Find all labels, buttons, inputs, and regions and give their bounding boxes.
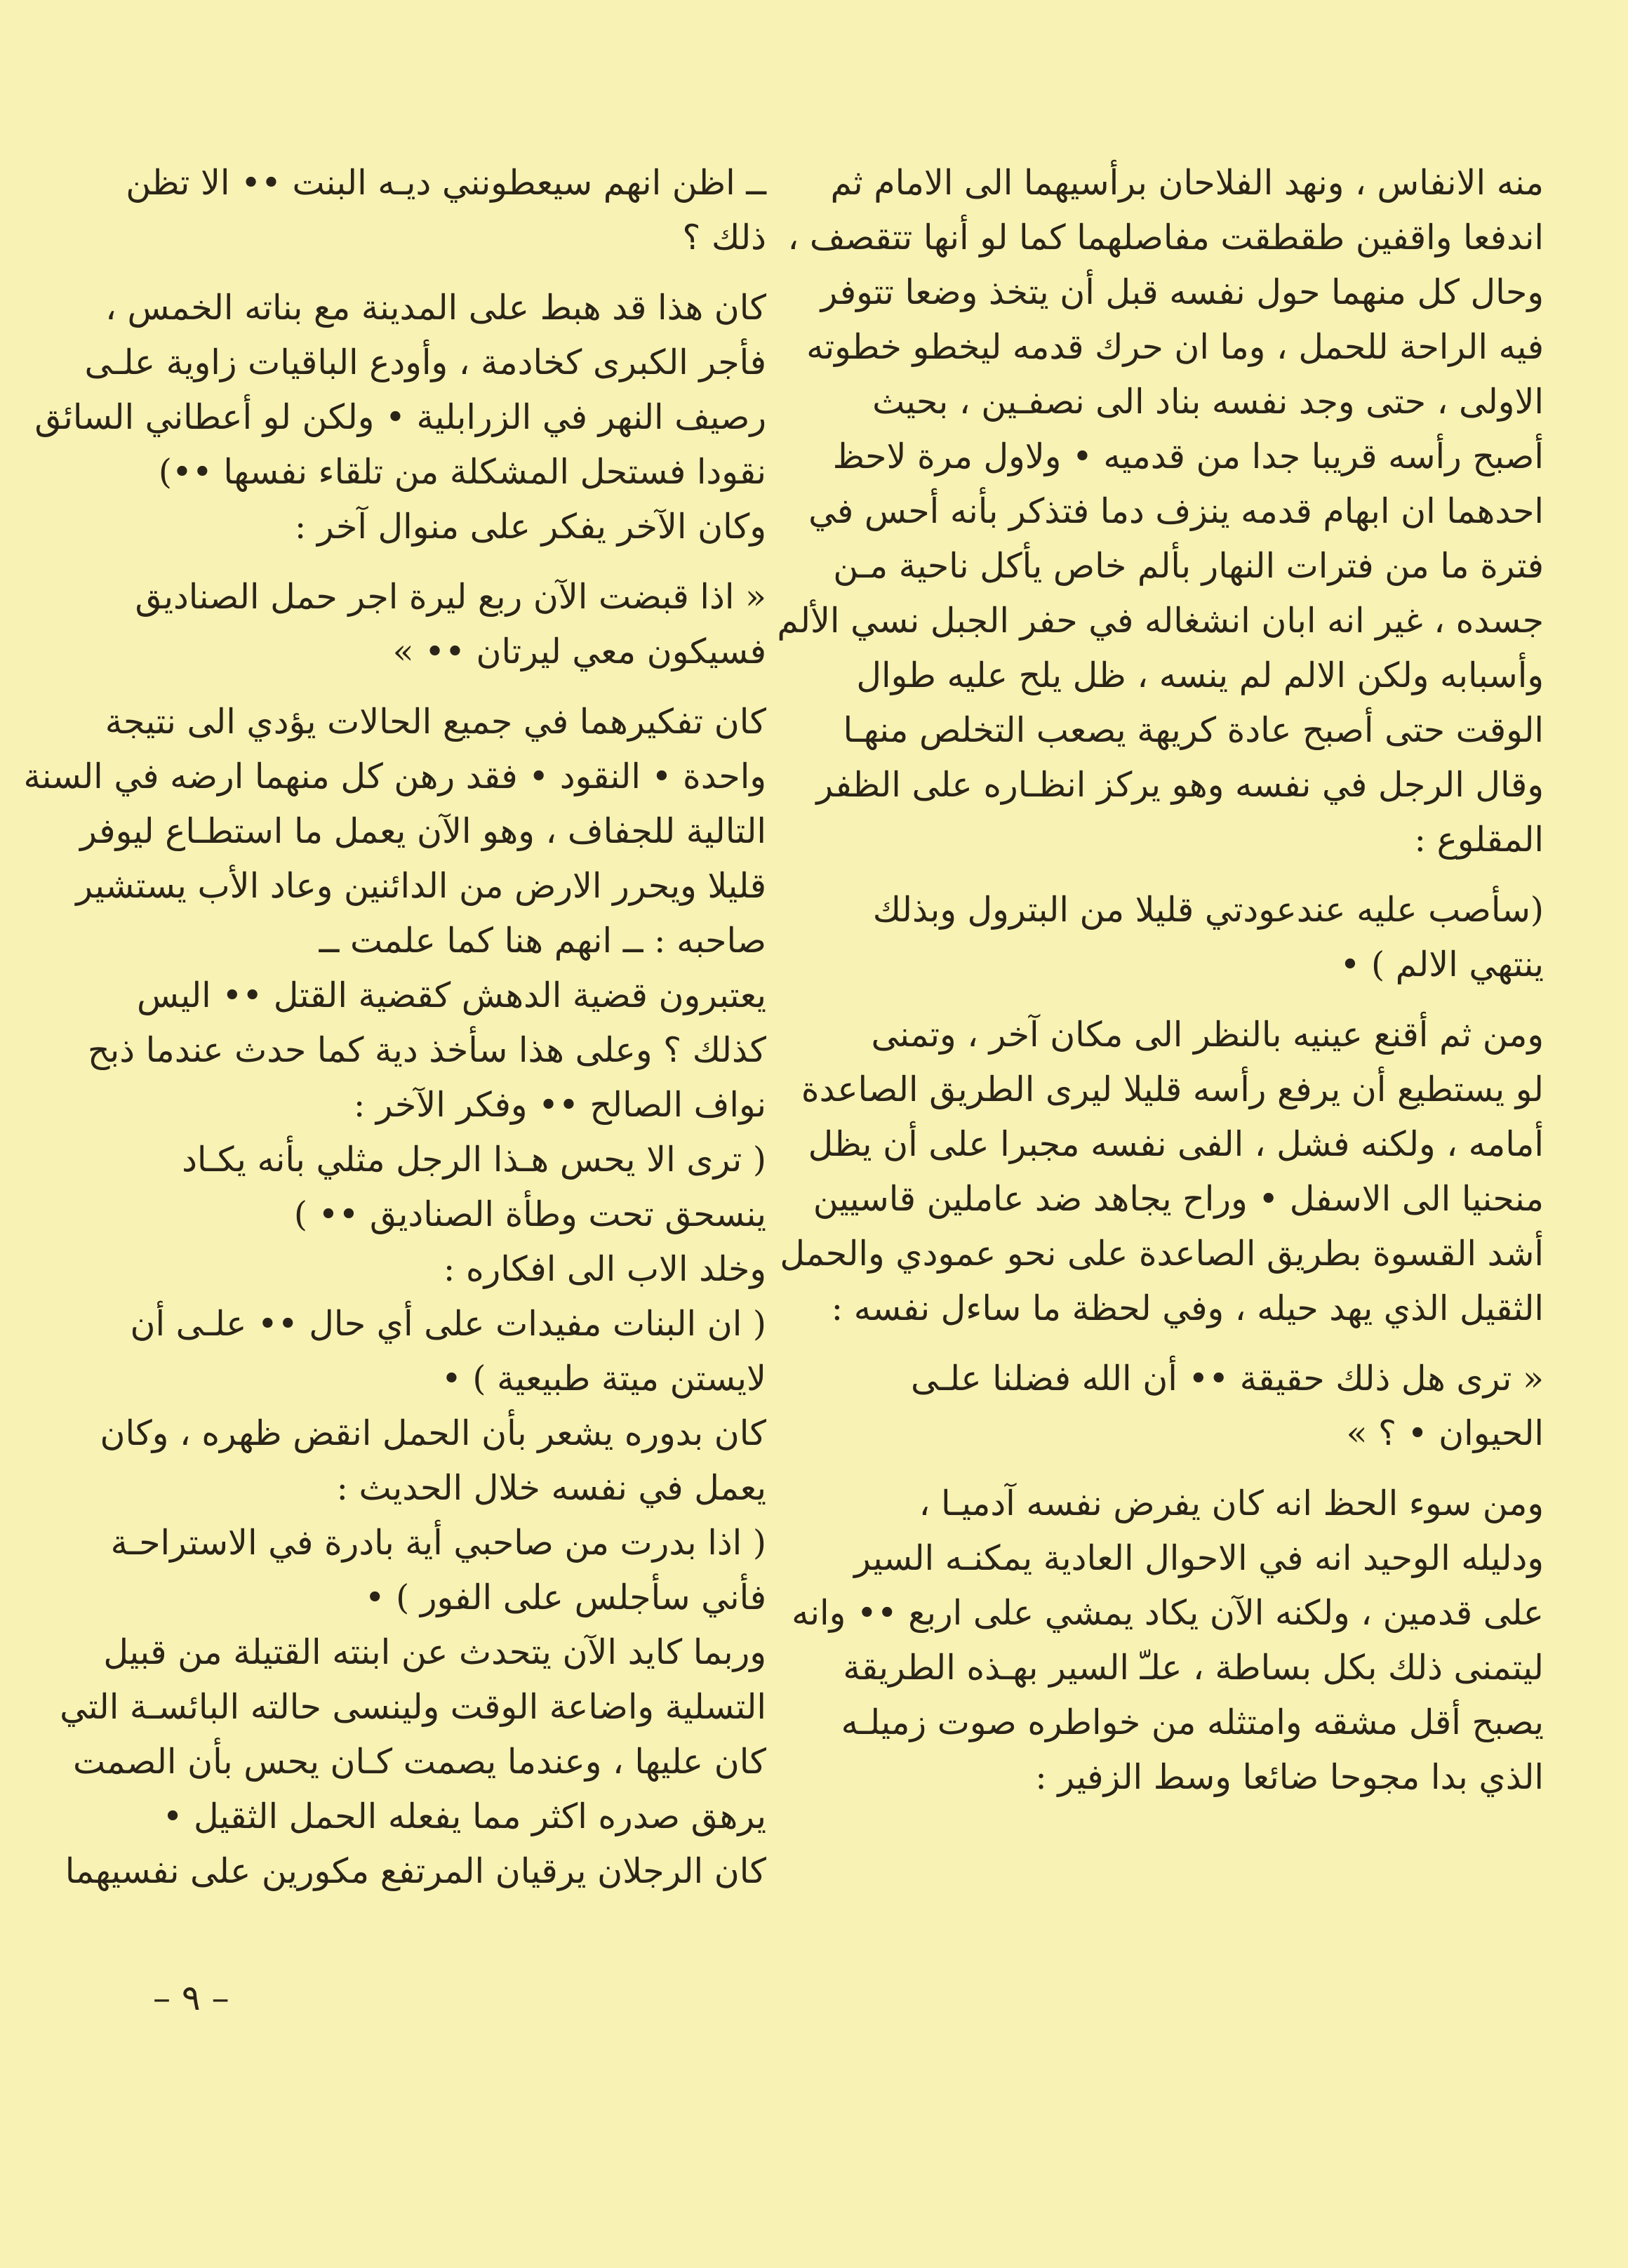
right-column-line: ليتمنى ذلك بكل بساطة ، علـّ السير بهـذه الطريقة: [843, 1648, 1544, 1688]
left-column-line: يعتبرون قضية الدهش كقضية القتل •• اليس: [136, 975, 766, 1015]
right-column-line: أمامه ، ولكنه فشل ، الفى نفسه مجبرا على أن يظل: [808, 1124, 1544, 1164]
right-column-line: جسده ، غير انه ابان انشغاله في حفر الجبل نسي الألم: [777, 601, 1544, 641]
right-column-line: (سأصب عليه عندعودتي قليلا من البترول وبذلك: [872, 890, 1544, 930]
left-column-line: رصيف النهر في الزرابلية • ولكن لو أعطاني السائق: [34, 397, 766, 437]
left-column-line: ( اذا بدرت من صاحبي أية بادرة في الاستراحـة: [110, 1523, 766, 1563]
left-column-line: كان الرجلان يرقيان المرتفع مكورين على نفسيهما: [65, 1851, 766, 1891]
left-column-line: كان بدوره يشعر بأن الحمل انقض ظهره ، وكان: [100, 1413, 766, 1453]
right-column-line: الوقت حتى أصبح عادة كريهة يصعب التخلص منهـا: [843, 710, 1544, 750]
left-column-line: نواف الصالح •• وفكر الآخر :: [353, 1085, 766, 1125]
left-column-line: كان عليها ، وعندما يصمت كـان يحس بأن الصمت: [73, 1742, 766, 1782]
left-column-line: كان تفكيرهما في جميع الحالات يؤدي الى نتيجة: [105, 702, 766, 742]
right-column-line: وأسبابه ولكن الالم لم ينسه ، ظل يلح عليه طوال: [856, 655, 1544, 695]
left-column-line: التسلية واضاعة الوقت ولينسى حالته البائسـة التي: [60, 1687, 766, 1727]
right-column-line: ودليله الوحيد انه في الاحوال العادية يمكنـه السير: [854, 1538, 1544, 1578]
left-column-line: ينسحق تحت وطأة الصناديق •• ): [293, 1194, 766, 1234]
right-column-line: ومن ثم أقنع عينيه بالنظر الى مكان آخر ، وتمنى: [871, 1015, 1544, 1055]
right-column-line: على قدمين ، ولكنه الآن يكاد يمشي على اربع •• وانه: [792, 1593, 1544, 1633]
right-column-line: منحنيا الى الاسفل • وراح يجاهد ضد عاملين قاسيين: [813, 1179, 1544, 1219]
left-column-line: نقودا فستحل المشكلة من تلقاء نفسها ••): [158, 452, 766, 492]
left-column-line: فأجر الكبرى كخادمة ، وأودع الباقيات زاوية علـى: [84, 342, 766, 382]
right-column-line: الاولى ، حتى وجد نفسه بناد الى نصفـين ، بحيث: [872, 382, 1544, 422]
left-column-line: كذلك ؟ وعلى هذا سأخذ دية كما حدث عندما ذبح: [87, 1030, 766, 1070]
text-column-right: [777, 156, 1544, 1805]
right-column-line: فترة ما من فترات النهار بألم خاص يأكل ناحية مـن: [833, 546, 1544, 586]
left-column-line: واحدة • النقود • فقد رهن كل منهما ارضه في السنة: [23, 756, 766, 796]
right-column-line: فيه الراحة للحمل ، وما ان حرك قدمه ليخطو خطوته: [806, 327, 1544, 367]
left-column-line: وكان الآخر يفكر على منوال آخر :: [294, 507, 766, 547]
right-column-line: وقال الرجل في نفسه وهو يركز انظـاره على الظفر: [816, 765, 1544, 805]
page-number: – ٩ –: [153, 1977, 229, 2018]
right-column-line: الثقيل الذي يهد حيله ، وفي لحظة ما ساءل نفسه :: [831, 1288, 1544, 1328]
right-column-line: لو يستطيع أن يرفع رأسه قليلا ليرى الطريق الصاعدة: [801, 1069, 1544, 1109]
left-column-line: صاحبه : ــ انهم هنا كما علمت ــ: [319, 921, 766, 961]
left-column-line: وربما كايد الآن يتحدث عن ابنته القتيلة من قبيل: [103, 1632, 766, 1672]
paragraph-gap: [856, 992, 1544, 1008]
right-column-line: أصبح رأسه قريبا جدا من قدميه • ولاول مرة لاحظ: [832, 436, 1544, 476]
paragraph-gap: [88, 265, 766, 281]
right-column-line: وحال كل منهما حول نفسه قبل أن يتخذ وضعا تتوفر: [820, 272, 1544, 312]
right-column-line: الذي بدا مجوحا ضائعا وسط الزفير :: [1035, 1757, 1544, 1797]
right-column-line: منه الانفاس ، ونهد الفلاحان برأسيهما الى الامام ثم: [830, 163, 1544, 203]
left-column-line: فسيكون معي ليرتان •• »: [392, 632, 766, 672]
paragraph-gap: [88, 679, 766, 695]
paragraph-gap: [856, 1336, 1544, 1352]
left-column-line: فأني سأجلس على الفور ) •: [364, 1577, 766, 1617]
paragraph-gap: [856, 1461, 1544, 1476]
left-column-line: ( ترى الا يحس هـذا الرجل مثلي بأنه يكـاد: [182, 1140, 766, 1180]
paragraph-gap: [856, 867, 1544, 883]
right-column-line: أشد القسوة بطريق الصاعدة على نحو عمودي والحمل: [780, 1234, 1544, 1274]
text-column-left: [23, 156, 766, 1899]
left-column-line: وخلد الاب الى افكاره :: [443, 1249, 766, 1289]
paragraph-gap: [88, 554, 766, 570]
right-column-line: « ترى هل ذلك حقيقة •• أن الله فضلنا علـى: [910, 1359, 1544, 1399]
left-column-line: قليلا ويحرر الارض من الدائنين وعاد الأب يستشير: [76, 866, 766, 906]
left-column-line: لايستن ميتة طبيعية ) •: [441, 1359, 766, 1399]
right-column-line: اندفعا واقفين طقطقت مفاصلهما كما لو أنها تتقصف ،: [787, 218, 1544, 258]
right-column-line: ومن سوء الحظ انه كان يفرض نفسه آدميـا ،: [919, 1483, 1544, 1523]
left-column-line: ــ اظن انهم سيعطونني ديـه البنت •• الا تظن: [126, 163, 766, 203]
left-column-line: كان هذا قد هبط على المدينة مع بناته الخمس ،: [105, 288, 766, 328]
left-column-line: « اذا قبضت الآن ربع ليرة اجر حمل الصناديق: [135, 577, 766, 617]
right-column-line: احدهما ان ابهام قدمه ينزف دما فتذكر بأنه أحس في: [808, 491, 1544, 531]
left-column-line: يعمل في نفسه خلال الحديث :: [336, 1468, 766, 1508]
right-column-line: الحيوان • ؟ »: [1346, 1413, 1544, 1453]
right-column-line: يصبح أقل مشقه وامتثله من خواطره صوت زميلـه: [841, 1702, 1544, 1742]
left-column-line: ذلك ؟: [682, 218, 766, 258]
left-column-line: التالية للجفاف ، وهو الآن يعمل ما استطـاع ليوفر: [80, 811, 766, 851]
left-column-line: ( ان البنات مفيدات على أي حال •• علـى أن: [130, 1304, 766, 1344]
right-column-line: المقلوع :: [1414, 820, 1544, 860]
right-column-line: ينتهي الالم ) •: [1340, 945, 1544, 985]
left-column-line: يرهق صدره اكثر مما يفعله الحمل الثقيل •: [162, 1796, 766, 1836]
